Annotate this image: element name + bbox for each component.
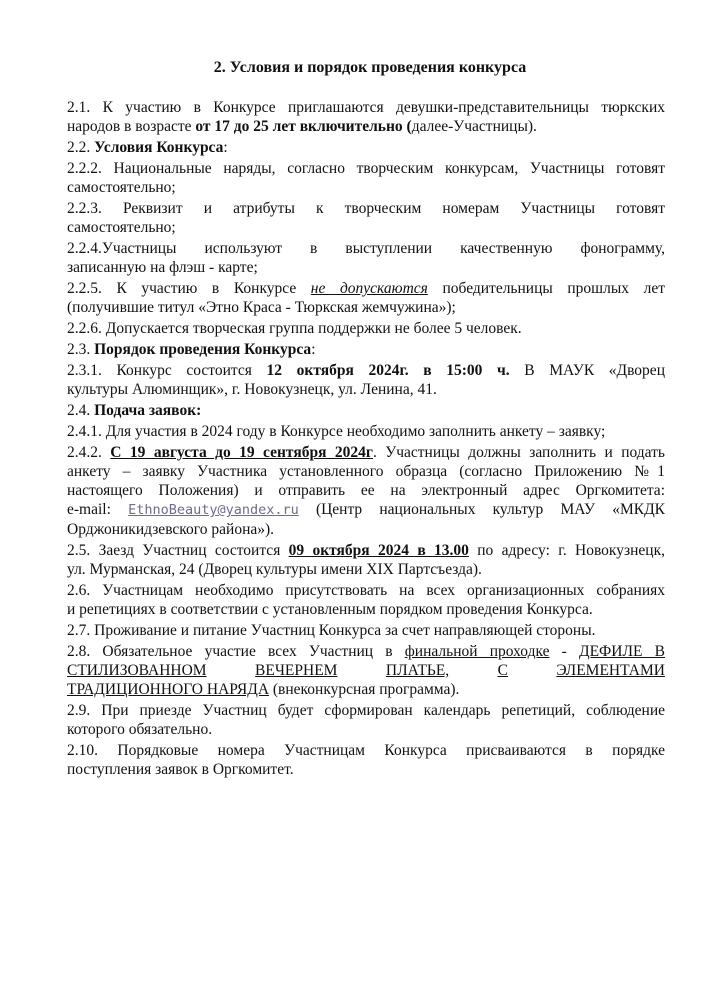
- clause-text: (Центр национальных культур МАУ «МКДК: [298, 501, 665, 518]
- contest-date: 12 октября 2024г. в 15:00 ч.: [266, 362, 510, 379]
- clause-2-1-line1: 2.1. К участию в Конкурсе приглашаются девушки-представительницы тюркских: [67, 99, 665, 116]
- clause-line: [67, 680, 665, 699]
- clause-2-5: [67, 541, 665, 579]
- word: номерам: [442, 200, 500, 217]
- clause-text: В МАУК «Дворец: [509, 362, 665, 379]
- word: ПЛАТЬЕ,: [385, 662, 450, 679]
- clause-2-6: [67, 581, 665, 619]
- clause-line: культуры Алюминщик», г. Новокузнецк, ул. Ленина, 41.: [67, 381, 437, 398]
- arrival-date: 09 октября 2024 в 13.00: [288, 542, 469, 559]
- clause-line: [67, 541, 665, 560]
- clause-line: (получившие титул «Этно Краса - Тюркская жемчужина»);: [67, 299, 456, 316]
- clause-line: 2.10. Порядковые номера Участницам Конкурса присваиваются в порядке: [67, 742, 665, 759]
- word: СТИЛИЗОВАННОМ: [67, 662, 207, 679]
- clause-text: 2.8. Обязательное участие всех Участниц в: [67, 643, 405, 660]
- clause-text: народов в возрасте: [67, 118, 192, 135]
- clause-text: победительницы прошлых лет: [427, 280, 665, 297]
- clause-heading: Подача заявок:: [94, 402, 202, 419]
- clause-line: поступления заявок в Оргкомитет.: [67, 761, 294, 778]
- clause-2-3: [67, 340, 665, 359]
- clause-text: далее-Участницы).: [411, 118, 537, 135]
- clause-line: которого обязательно.: [67, 721, 213, 738]
- clause-2-1: [67, 98, 665, 136]
- clause-line-justified: [67, 661, 665, 680]
- email-link[interactable]: EthnoBeauty@yandex.ru: [128, 502, 299, 518]
- word: 2.2.3.: [67, 200, 102, 217]
- clause-2-10: [67, 741, 665, 779]
- clause-2-2-6: 2.2.6. Допускается творческая группа поддержки не более 5 человек.: [67, 320, 522, 337]
- clause-number: 2.4.: [67, 402, 91, 419]
- clause-line: ул. Мурманская, 24 (Дворец культуры имени XIX Партсъезда).: [67, 561, 482, 578]
- clause-2-7: 2.7. Проживание и питание Участниц Конкурса за счет направляющей стороны.: [67, 622, 596, 639]
- clause-heading: Порядок проведения Конкурса: [94, 341, 312, 358]
- clause-2-8: [67, 642, 665, 699]
- clause-2-2-3: [67, 199, 665, 237]
- clause-2-1-line2: [67, 117, 665, 136]
- clause-number: 2.2.: [67, 139, 91, 156]
- word: в: [310, 240, 318, 257]
- traditional-dress: ТРАДИЦИОННОГО НАРЯДА: [67, 681, 270, 698]
- clause-line: анкету – заявку Участника установленного образца (согласно Приложению №1: [67, 463, 665, 480]
- emphasis-not-allowed: не допускаются: [310, 280, 428, 297]
- document-page: [67, 58, 665, 781]
- clause-2-4-1: 2.4.1. Для участия в 2024 году в Конкурсе необходимо заполнить анкету – заявку;: [67, 423, 606, 440]
- defile-text: ДЕФИЛЕ В: [579, 643, 665, 660]
- word: качественную: [460, 240, 553, 257]
- clause-text: по адресу: г. Новокузнецк,: [468, 542, 665, 559]
- clause-line: настоящего Положения) и отправить ее на электронный адрес Оргкомитета:: [67, 482, 665, 499]
- clause-2-2-2: [67, 159, 665, 197]
- clause-text: 2.2.5. К участию в Конкурсе: [67, 280, 311, 297]
- clause-line: 2.2.2. Национальные наряды, согласно творческим конкурсам, Участницы готовят: [67, 160, 665, 177]
- clause-line: и репетициях в соответствии с установленным порядком проведения Конкурса.: [67, 601, 593, 618]
- clause-text: 2.3.1. Конкурс состоится: [67, 362, 267, 379]
- word: ВЕЧЕРНЕМ: [255, 662, 338, 679]
- word: Участницы: [520, 200, 596, 217]
- clause-text: -: [549, 643, 580, 660]
- clause-2-2-4: [67, 239, 665, 277]
- word: Реквизит: [122, 200, 183, 217]
- clause-2-9: [67, 701, 665, 739]
- age-range: от 17 до 25 лет включительно (: [195, 118, 412, 135]
- word: готовят: [616, 200, 665, 217]
- clause-line: Орджоникидзевского района»).: [67, 521, 275, 538]
- clause-line: записанную на флэш - карте;: [67, 259, 258, 276]
- word: творческим: [344, 200, 422, 217]
- clause-text: :: [223, 139, 228, 156]
- clause-text: 2.5. Заезд Участниц состоится: [67, 542, 289, 559]
- email-label: e-mail:: [67, 501, 129, 518]
- word: к: [315, 200, 324, 217]
- word: и: [203, 200, 213, 217]
- word: используют: [204, 240, 283, 257]
- word: атрибуты: [233, 200, 295, 217]
- clause-heading: Условия Конкурса: [94, 139, 224, 156]
- clause-line: 2.9. При приезде Участниц будет сформирован календарь репетиций, соблюдение: [67, 702, 665, 719]
- word: ЭЛЕМЕНТАМИ: [556, 662, 665, 679]
- clause-line: [67, 642, 665, 661]
- clause-line: самостоятельно;: [67, 219, 176, 236]
- clause-line: 2.6. Участницам необходимо присутствовать на всех организационных собраниях: [67, 582, 665, 599]
- clause-2-4-2: [67, 443, 665, 539]
- clause-text: (внеконкурсная программа).: [269, 681, 460, 698]
- section-title: 2. Условия и порядок проведения конкурса: [213, 59, 527, 76]
- clause-text: :: [311, 341, 316, 358]
- application-period: С 19 августа до 19 сентября 2024г: [110, 444, 373, 461]
- clause-2-2-5: [67, 279, 665, 317]
- clause-text: 2.4.2.: [67, 444, 111, 461]
- word: С: [497, 662, 508, 679]
- word: выступлении: [345, 240, 433, 257]
- clause-number: 2.3.: [67, 341, 91, 358]
- clause-2-2: [67, 138, 665, 157]
- clause-line: [67, 279, 665, 298]
- clause-line: [67, 500, 665, 520]
- final-walk: финальной проходке: [404, 643, 550, 660]
- clause-2-4: [67, 401, 665, 420]
- word: фонограмму,: [580, 240, 665, 257]
- word: 2.2.4.Участницы: [67, 240, 177, 257]
- clause-line-justified: [67, 239, 665, 258]
- clause-line-justified: [67, 199, 665, 218]
- clause-line: [67, 443, 665, 462]
- clause-text: . Участницы должны заполнить и подать: [372, 444, 666, 461]
- clause-line: [67, 361, 665, 380]
- clause-2-3-1: [67, 361, 665, 399]
- clause-line: самостоятельно;: [67, 179, 176, 196]
